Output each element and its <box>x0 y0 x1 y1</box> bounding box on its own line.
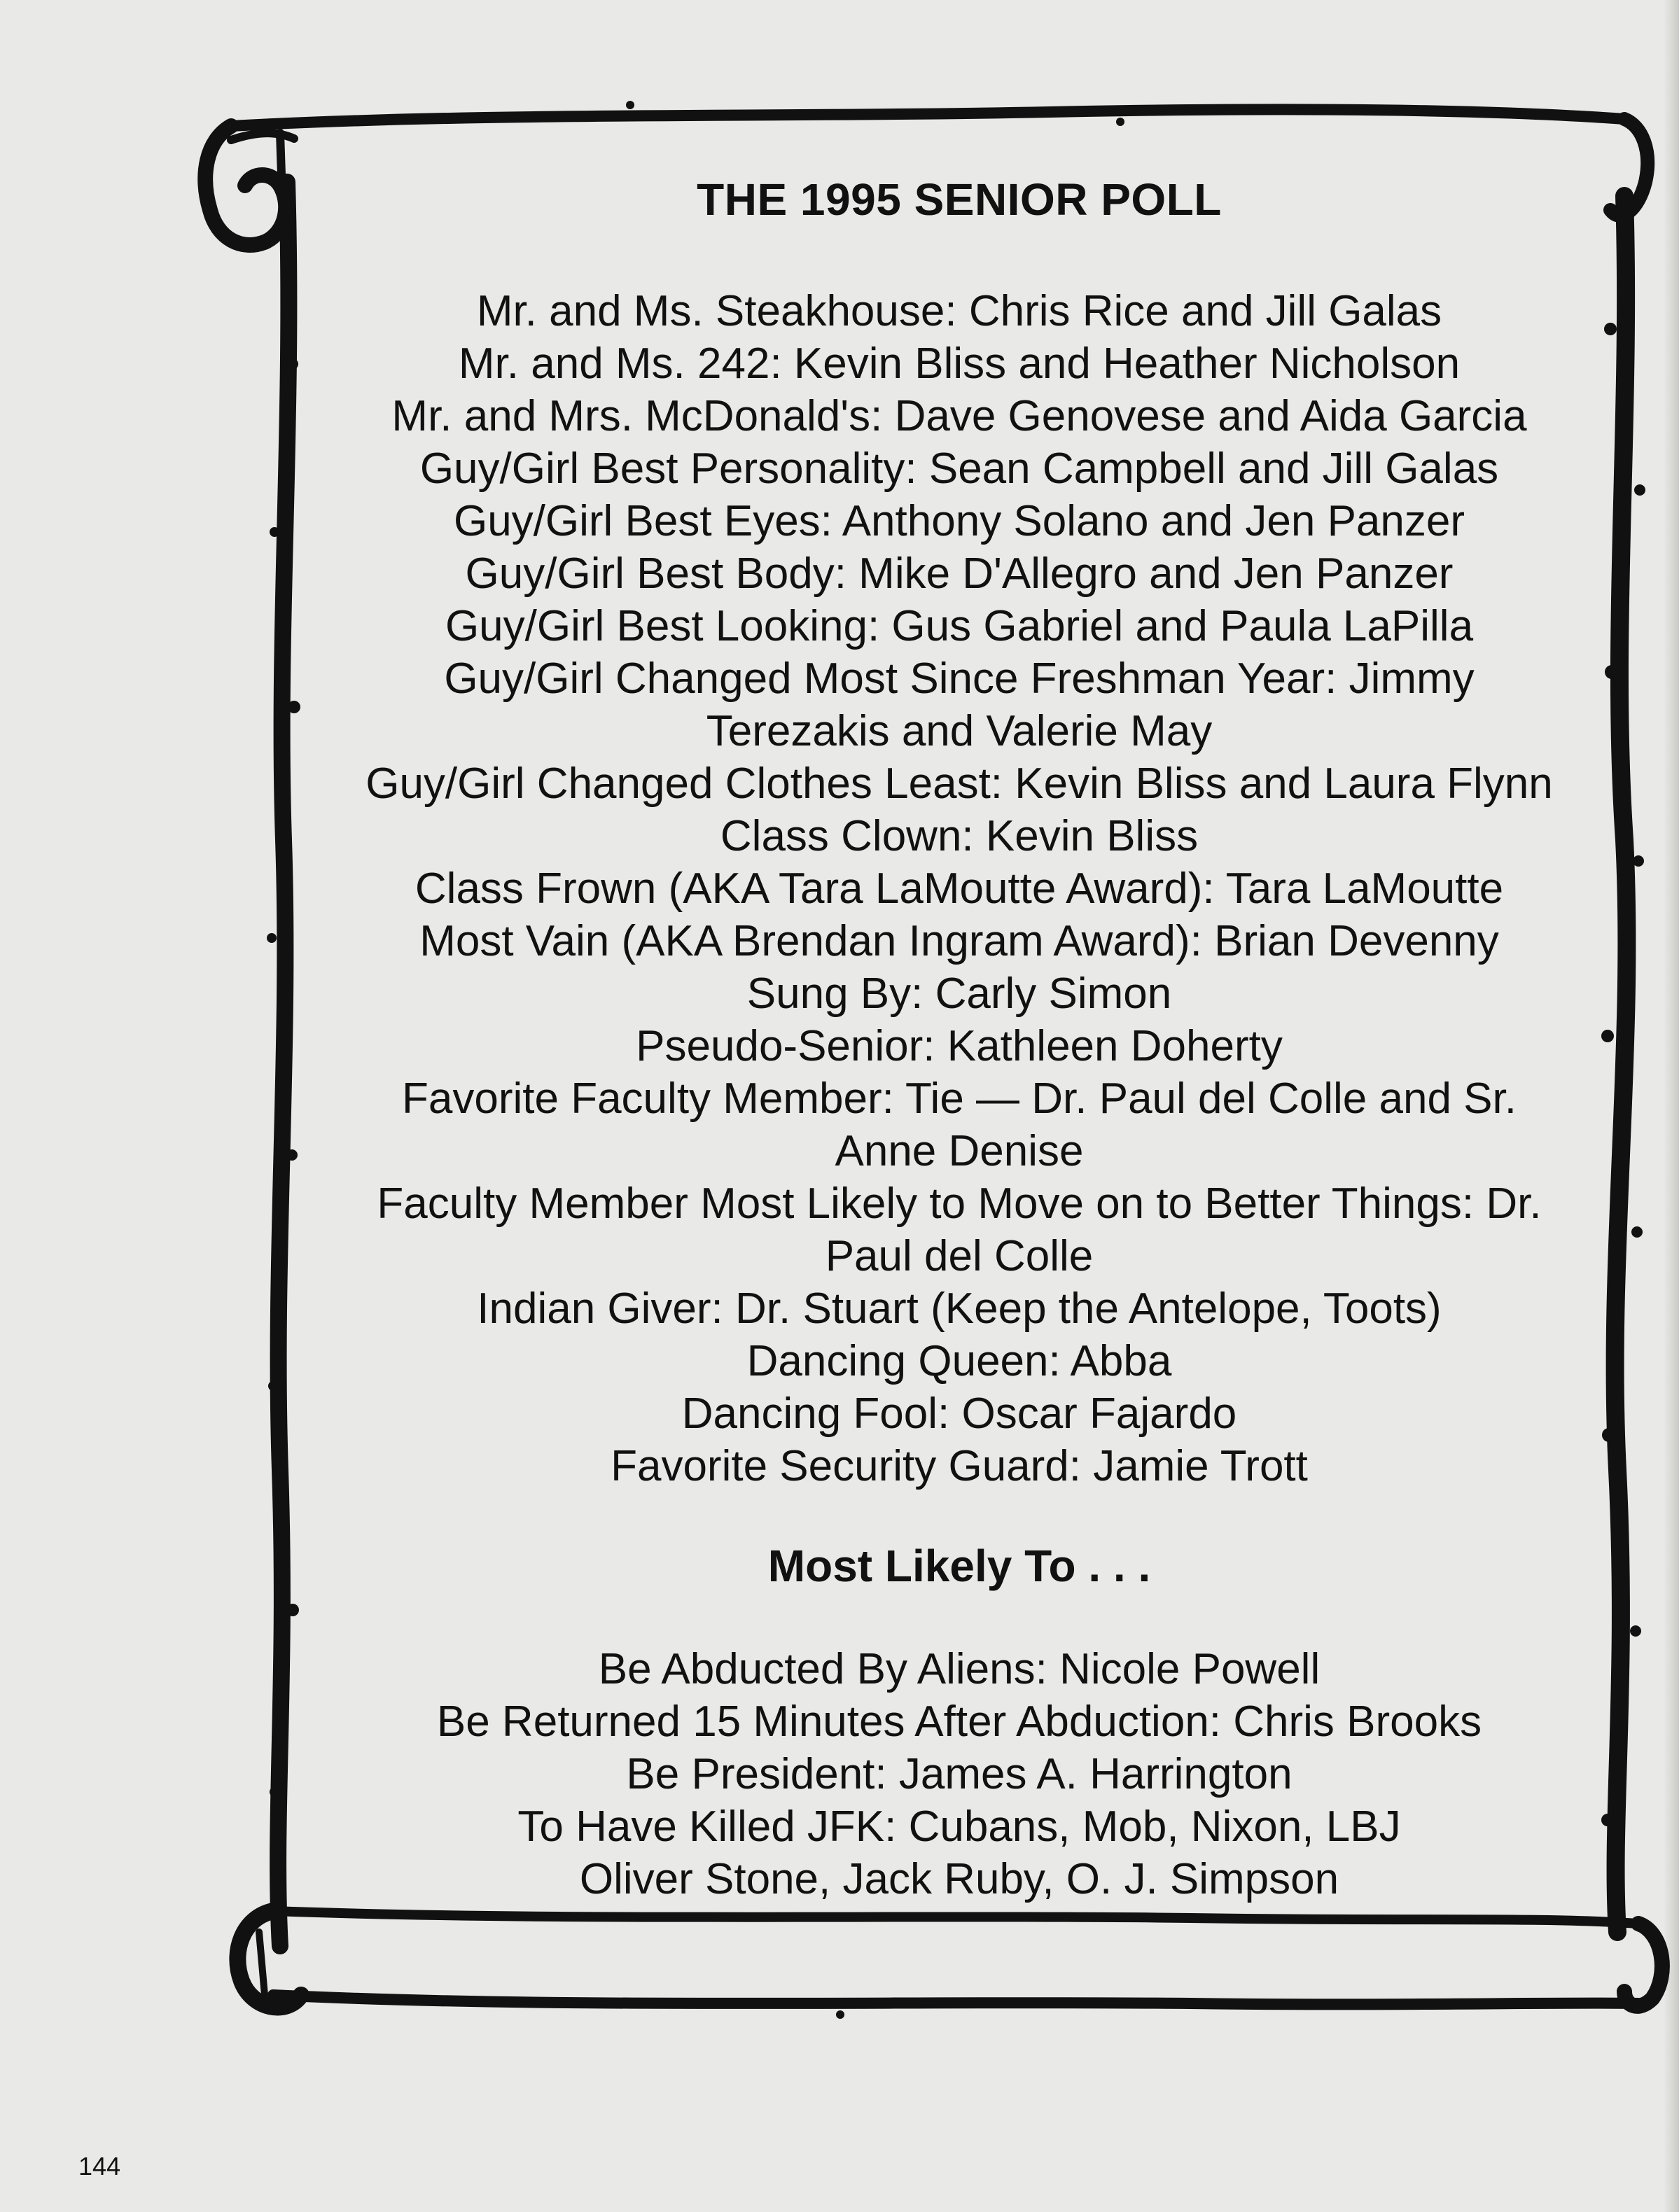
award-line: Indian Giver: Dr. Stuart (Keep the Antelope, Toots) <box>477 1284 1442 1333</box>
award-line: Paul del Colle <box>825 1232 1094 1280</box>
page-number: 144 <box>78 2152 121 2180</box>
award-line: Mr. and Ms. 242: Kevin Bliss and Heather Nicholson <box>458 340 1461 388</box>
award-line: Dancing Fool: Oscar Fajardo <box>681 1390 1237 1438</box>
most-likely-line: Be Returned 15 Minutes After Abduction: Chris Brooks <box>436 1698 1482 1746</box>
award-line: Terezakis and Valerie May <box>706 707 1213 755</box>
award-line: Mr. and Mrs. McDonald's: Dave Genovese and Aida Garcia <box>391 392 1527 440</box>
award-line: Favorite Security Guard: Jamie Trott <box>611 1442 1308 1490</box>
award-line: Pseudo-Senior: Kathleen Doherty <box>636 1022 1283 1070</box>
most-likely-line: To Have Killed JFK: Cubans, Mob, Nixon, LBJ <box>517 1802 1401 1851</box>
most-likely-line: Be Abducted By Aliens: Nicole Powell <box>598 1645 1321 1693</box>
award-line: Mr. and Ms. Steakhouse: Chris Rice and Jill Galas <box>476 287 1442 335</box>
award-line: Class Frown (AKA Tara LaMoutte Award): Tara LaMoutte <box>414 864 1504 913</box>
award-line: Guy/Girl Best Looking: Gus Gabriel and Paula LaPilla <box>445 602 1474 650</box>
most-likely-line: Be President: James A. Harrington <box>626 1750 1293 1798</box>
most-likely-list <box>301 1643 1617 1905</box>
award-line: Faculty Member Most Likely to Move on to Better Things: Dr. <box>377 1180 1542 1228</box>
award-line: Anne Denise <box>835 1127 1084 1175</box>
award-line: Dancing Queen: Abba <box>746 1337 1172 1385</box>
most-likely-line: Oliver Stone, Jack Ruby, O. J. Simpson <box>579 1855 1339 1903</box>
award-line: Guy/Girl Changed Clothes Least: Kevin Bliss and Laura Flynn <box>365 760 1553 808</box>
award-line: Guy/Girl Changed Most Since Freshman Year: Jimmy <box>444 654 1475 703</box>
award-line: Most Vain (AKA Brendan Ingram Award): Brian Devenny <box>419 917 1499 965</box>
poll-title: THE 1995 SENIOR POLL <box>697 174 1222 225</box>
award-line: Class Clown: Kevin Bliss <box>720 812 1199 860</box>
most-likely-heading: Most Likely To . . . <box>767 1541 1151 1591</box>
award-line: Sung By: Carly Simon <box>746 969 1172 1018</box>
award-line: Guy/Girl Best Personality: Sean Campbell and Jill Galas <box>419 444 1499 493</box>
awards-list <box>301 285 1617 1492</box>
senior-poll <box>301 172 1617 1905</box>
award-line: Guy/Girl Best Eyes: Anthony Solano and Jen Panzer <box>453 497 1465 545</box>
award-line: Guy/Girl Best Body: Mike D'Allegro and Jen Panzer <box>465 550 1454 598</box>
award-line: Favorite Faculty Member: Tie — Dr. Paul del Colle and Sr. <box>402 1074 1517 1123</box>
